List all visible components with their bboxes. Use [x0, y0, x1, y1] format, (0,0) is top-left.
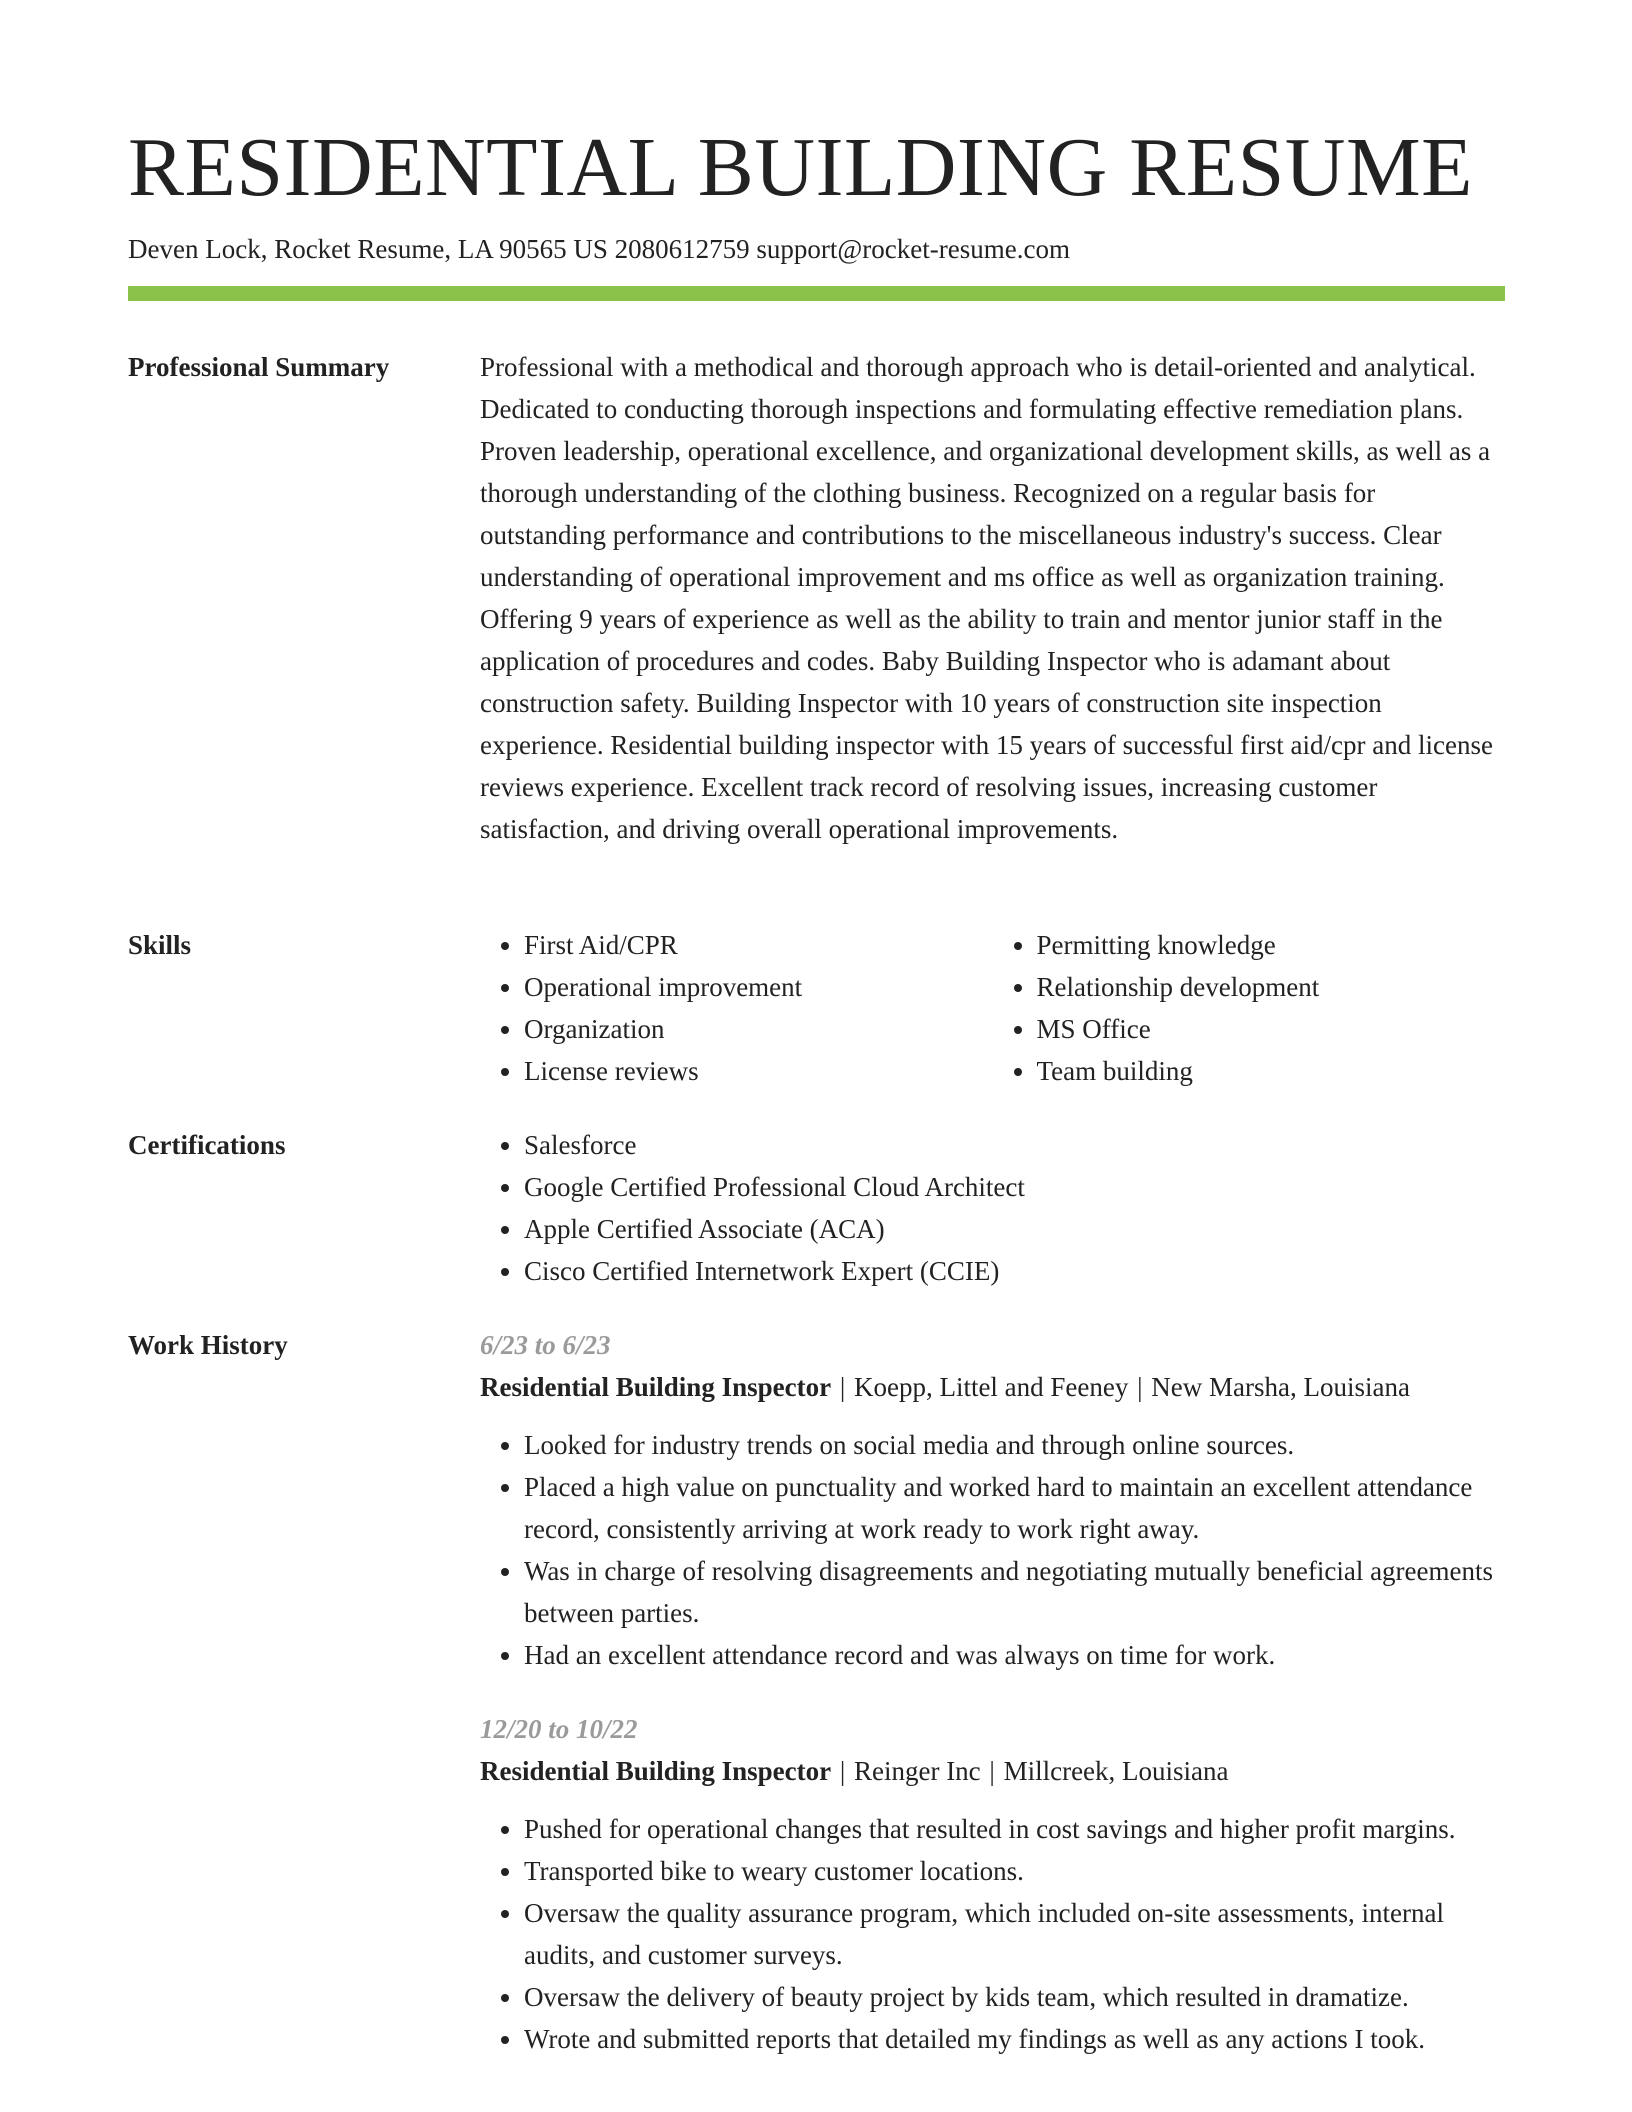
skills-body [480, 924, 1505, 1092]
separator: | [989, 1756, 995, 1786]
skill-item: • MS Office [1037, 1008, 1506, 1050]
work-history-body [480, 1324, 1505, 2060]
skill-item: • Operational improvement [524, 966, 993, 1008]
skill-item: • Team building [1037, 1050, 1506, 1092]
job-heading [480, 1750, 1505, 1792]
certification-item: • Salesforce [524, 1124, 1505, 1166]
job-bullet: • Placed a high value on punctuality and worked hard to maintain an excellent attendance record, consistently arriving at work ready to work right away. [524, 1466, 1505, 1550]
job-dates: 12/20 to 10/22 [480, 1714, 638, 1744]
certification-item: • Cisco Certified Internetwork Expert (CCIE) [524, 1250, 1505, 1292]
certification-item: • Apple Certified Associate (ACA) [524, 1208, 1505, 1250]
skill-item: • Relationship development [1037, 966, 1506, 1008]
job-heading [480, 1366, 1505, 1408]
job-company: Reinger Inc [853, 1756, 981, 1786]
summary-body [480, 346, 1505, 850]
certification-item: • Google Certified Professional Cloud Architect [524, 1166, 1505, 1208]
job-entry [480, 1324, 1505, 1676]
job-bullets [480, 1424, 1505, 1676]
work-history-label: Work History [128, 1330, 288, 1360]
job-bullet: • Pushed for operational changes that resulted in cost savings and higher profit margins. [524, 1808, 1505, 1850]
skill-item: • License reviews [524, 1050, 993, 1092]
job-bullet: • Oversaw the quality assurance program, which included on-site assessments, internal audits, and customer surveys. [524, 1892, 1505, 1976]
job-entry [480, 1708, 1505, 2060]
skill-item: • First Aid/CPR [524, 924, 993, 966]
resume-title: RESIDENTIAL BUILDING RESUME [128, 121, 1473, 214]
job-dates: 6/23 to 6/23 [480, 1330, 611, 1360]
job-company: Koepp, Littel and Feeney [853, 1372, 1129, 1402]
job-location: Millcreek, Louisiana [1003, 1756, 1229, 1786]
job-bullet: • Transported bike to weary customer locations. [524, 1850, 1505, 1892]
skills-label: Skills [128, 930, 192, 960]
separator: | [1137, 1372, 1143, 1402]
job-title: Residential Building Inspector [480, 1372, 832, 1402]
job-bullet: • Was in charge of resolving disagreements and negotiating mutually beneficial agreements between parties. [524, 1550, 1505, 1634]
contact-line: Deven Lock, Rocket Resume, LA 90565 US 2080612759 support@rocket-resume.com [128, 234, 1070, 264]
skill-item: • Organization [524, 1008, 993, 1050]
job-bullet: • Oversaw the delivery of beauty project by kids team, which resulted in dramatize. [524, 1976, 1505, 2018]
skills-list-right [993, 924, 1506, 1092]
skills-list-left [480, 924, 993, 1092]
separator: | [839, 1372, 846, 1402]
certifications-body [480, 1124, 1505, 1292]
summary-label: Professional Summary [128, 352, 390, 382]
job-bullet: • Looked for industry trends on social media and through online sources. [524, 1424, 1505, 1466]
job-bullets [480, 1808, 1505, 2060]
job-bullet: • Wrote and submitted reports that detailed my findings as well as any actions I took. [524, 2018, 1505, 2060]
summary-text: Professional with a methodical and thorough approach who is detail-oriented and analytical. Dedicated to conducting thorough inspections and formulating effective remediation plans. Proven leadership, operational excellence, and organizational development skills, as well as a thorough understanding of the clothing business. Recognized on a regular basis for outstanding performance and contributions to the miscellaneous industry's success. Clear understanding of operational improvement and ms office as well as organization training. Offering 9 years of experience as well as the ability to train and mentor junior staff in the application of procedures and codes. Baby Building Inspector who is adamant about construction safety. Building Inspector with 10 years of construction site inspection experience. Residential building inspector with 15 years of successful first aid/cpr and license reviews experience. Excellent track record of resolving issues, increasing customer satisfaction, and driving overall operational improvements. [480, 352, 1493, 844]
skill-item: • Permitting knowledge [1037, 924, 1506, 966]
certifications-label: Certifications [128, 1130, 286, 1160]
certifications-list [480, 1124, 1505, 1292]
header-divider [128, 286, 1505, 301]
job-title: Residential Building Inspector [480, 1756, 832, 1786]
job-bullet: • Had an excellent attendance record and was always on time for work. [524, 1634, 1505, 1676]
separator: | [839, 1756, 846, 1786]
job-location: New Marsha, Louisiana [1151, 1372, 1410, 1402]
